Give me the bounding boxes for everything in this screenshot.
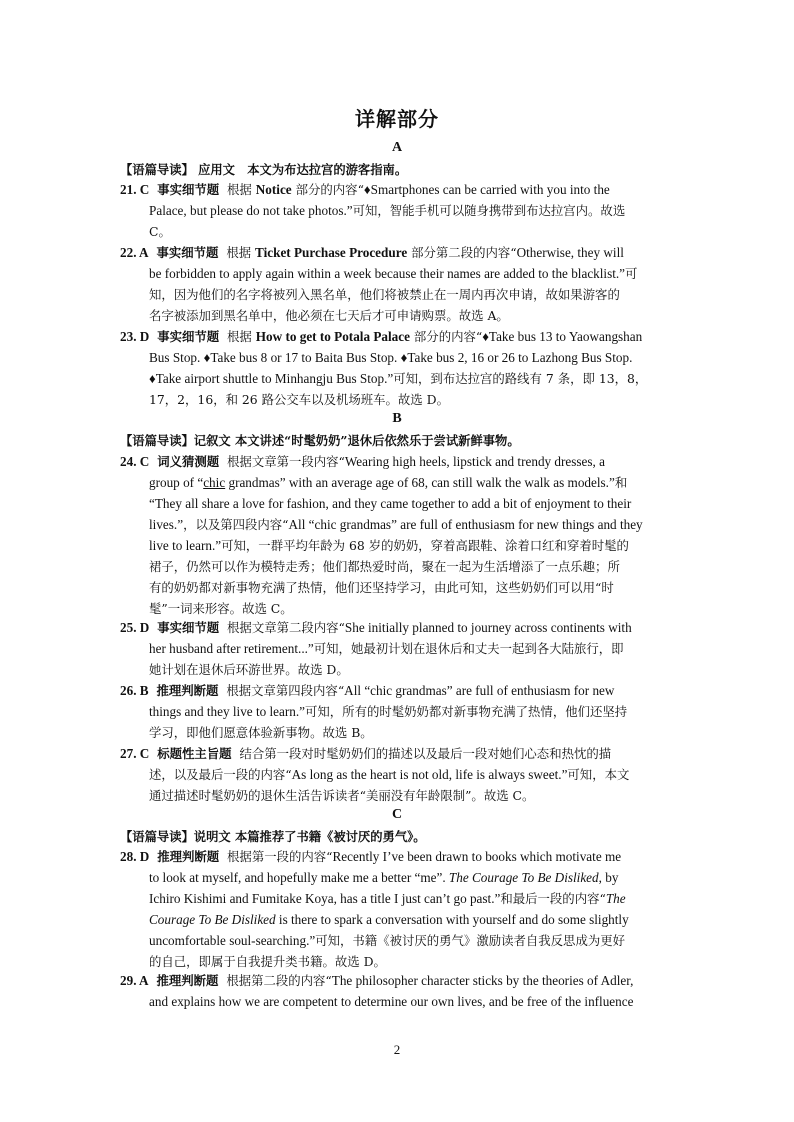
text: C。 — [149, 224, 171, 239]
text: 根据文章第二段内容“ — [227, 620, 345, 635]
question-28-explanation — [120, 846, 675, 972]
text: 名字被添加到黑名单中，他必须在七天后才可申请购票。故选 A。 — [149, 308, 509, 323]
quote: be forbidden to apply again within a week because their names are added to the blacklist.” — [149, 266, 626, 281]
question-type: 推理判断题 — [157, 849, 220, 864]
page-title: 详解部分 — [355, 107, 439, 131]
text: 可知，书籍《被讨厌的勇气》激励读者自我反思成为更好 — [315, 933, 626, 948]
question-type: 事实细节题 — [157, 329, 220, 344]
text: 根据文章第四段内容“ — [226, 683, 345, 698]
quote: lives.” — [149, 517, 184, 532]
text: 根据第二段的内容“ — [226, 973, 332, 988]
question-type: 事实细节题 — [157, 182, 220, 197]
text: 裙子，仍然可以作为模特走秀；他们都热爱时尚，聚在一起为生活增添了一点乐趣；所 — [149, 559, 620, 574]
text: 根据第一段的内容“ — [227, 849, 333, 864]
text: 可知，智能手机可以随身携带到布达拉宫内。故选 — [352, 203, 626, 218]
page-number: 2 — [393, 1042, 401, 1057]
quote: grandmas” with an average age of 68, can still walk the walk as models.” — [225, 475, 615, 490]
section-b-letter: B — [392, 411, 402, 426]
question-number: 28. D — [120, 849, 150, 864]
question-22-explanation — [120, 242, 675, 326]
quote: The philosopher character sticks by the theories of Adler, — [331, 973, 634, 988]
section-c-letter: C — [391, 807, 403, 822]
text: 的自己，即属于自我提升类书籍。故选 D。 — [149, 954, 386, 969]
quote: to look at myself, and hopefully make me a better “me”. — [149, 870, 449, 885]
quote: All “chic grandmas” are full of enthusiasm for new things and they — [288, 517, 643, 532]
text: 根据文章第一段内容“ — [227, 454, 345, 469]
quote: Bus Stop. ♦Take bus 8 or 17 to Baita Bus Stop. ♦Take bus 2, 16 or 26 to Lazhong Bus Stop. — [149, 350, 633, 365]
quote: ♦Smartphones can be carried with you into the — [363, 182, 610, 197]
text: 根据 — [227, 329, 256, 344]
text: 可知，到布达拉宫的路线有 7 条，即 13，8， — [393, 371, 648, 386]
question-26-explanation — [120, 680, 675, 743]
section-b-guide: 【语篇导读】记叙文 本文讲述“时髦奶奶”退休后依然乐于尝试新鲜事物。 — [120, 433, 520, 448]
text: 部分的内容“ — [409, 329, 483, 344]
quote: All “chic grandmas” are full of enthusiasm for new — [344, 683, 615, 698]
text: 17，2，16，和 26 路公交车以及机场班车。故选 D。 — [149, 392, 449, 407]
question-type: 词义猜测题 — [157, 454, 220, 469]
text: 结合第一段对时髦奶奶们的描述以及最后一段对她们心态和热忱的描 — [239, 746, 612, 761]
quote: She initially planned to journey across continents with — [344, 620, 632, 635]
section-reference: How to get to Potala Palace — [255, 329, 410, 344]
question-23-explanation — [120, 326, 675, 410]
text: 根据 — [226, 245, 256, 260]
question-25-explanation — [120, 617, 675, 680]
quote: ♦Take bus 13 to Yaowangshan — [482, 329, 643, 344]
quote: Wearing high heels, lipstick and trendy dresses, a — [344, 454, 605, 469]
text: 可知，她最初计划在退休后和丈夫一起到各大陆旅行，即 — [313, 641, 624, 656]
section-reference: Ticket Purchase Procedure — [255, 245, 408, 260]
question-type: 事实细节题 — [157, 620, 220, 635]
question-24-explanation — [120, 451, 675, 619]
text: 部分第二段的内容“ — [407, 245, 517, 260]
question-type: 标题性主旨题 — [157, 746, 232, 761]
quote: As long as the heart is not old, life is always sweet.” — [291, 767, 568, 782]
text: 可知，一群平均年龄为 68 岁的奶奶，穿着高跟鞋、涂着口红和穿着时髦的 — [221, 538, 629, 553]
underlined-word: chic — [203, 475, 226, 490]
question-27-explanation — [120, 743, 675, 806]
question-29-explanation — [120, 970, 675, 1012]
quote: Ichiro Kishimi and Fumitake Koya, has a title I just can’t go past.” — [149, 891, 501, 906]
text: 部分的内容“ — [291, 182, 364, 197]
section-a-letter: A — [391, 140, 403, 155]
question-type: 推理判断题 — [156, 683, 219, 698]
text: 根据 — [227, 182, 256, 197]
quote: uncomfortable soul-searching.” — [149, 933, 316, 948]
text: 髦”一词来形容。故选 C。 — [149, 601, 293, 616]
quote: Recently I’ve been drawn to books which motivate me — [332, 849, 622, 864]
text: 和最后一段的内容“ — [500, 891, 606, 906]
quote: and explains how we are competent to determine our own lives, and be free of the influence — [149, 994, 634, 1009]
question-number: 29. A — [120, 973, 149, 988]
text: 知，因为他们的名字将被列入黑名单，他们将被禁止在一周内再次申请，故如果游客的 — [149, 287, 620, 302]
quote: group of “ — [149, 475, 204, 490]
quote: Otherwise, they will — [516, 245, 624, 260]
text: ，以及第四段内容“ — [183, 517, 289, 532]
quote: live to learn.” — [149, 538, 222, 553]
text: 可 — [625, 266, 638, 281]
book-title: The — [605, 891, 626, 906]
section-a-guide: 【语篇导读】 应用文 本文为布达拉宫的游客指南。 — [120, 162, 408, 177]
question-number: 24. C — [120, 454, 150, 469]
text: 和 — [614, 475, 628, 490]
text: 述，以及最后一段的内容“ — [149, 767, 292, 782]
quote: ♦Take airport shuttle to Minhangju Bus Stop.” — [149, 371, 394, 386]
book-title: Courage To Be Disliked — [149, 912, 276, 927]
text: 有的奶奶都对新事物充满了热情，他们还坚持学习，由此可知，这些奶奶们可以用“时 — [149, 580, 614, 595]
book-title: The Courage To Be Disliked — [448, 870, 599, 885]
section-reference: Notice — [255, 182, 292, 197]
section-c-guide: 【语篇导读】说明文 本篇推荐了书籍《被讨厌的勇气》。 — [120, 829, 426, 844]
quote: Palace, but please do not take photos.” — [149, 203, 353, 218]
quote: her husband after retirement...” — [149, 641, 314, 656]
question-number: 23. D — [120, 329, 150, 344]
quote: things and they live to learn.” — [149, 704, 306, 719]
quote: “They all share a love for fashion, and they came together to add a bit of enjoyment to their — [149, 496, 632, 511]
text: 她计划在退休后环游世界。故选 D。 — [149, 662, 349, 677]
text: 可知，所有的时髦奶奶都对新事物充满了热情，他们还坚持 — [305, 704, 628, 719]
text: 可知，本文 — [567, 767, 630, 782]
question-type: 推理判断题 — [156, 973, 219, 988]
question-21-explanation — [120, 179, 675, 242]
question-number: 21. C — [120, 182, 150, 197]
text: 学习，即他们愿意体验新事物。故选 B。 — [149, 725, 373, 740]
question-number: 26. B — [120, 683, 149, 698]
quote: is there to spark a conversation with yourself and do some slightly — [275, 912, 629, 927]
question-number: 27. C — [120, 746, 150, 761]
quote: , by — [598, 870, 619, 885]
question-number: 25. D — [120, 620, 150, 635]
question-type: 事实细节题 — [156, 245, 219, 260]
question-number: 22. A — [120, 245, 149, 260]
text: 通过描述时髦奶奶的退休生活告诉读者“美丽没有年龄限制”。故选 C。 — [149, 788, 535, 803]
